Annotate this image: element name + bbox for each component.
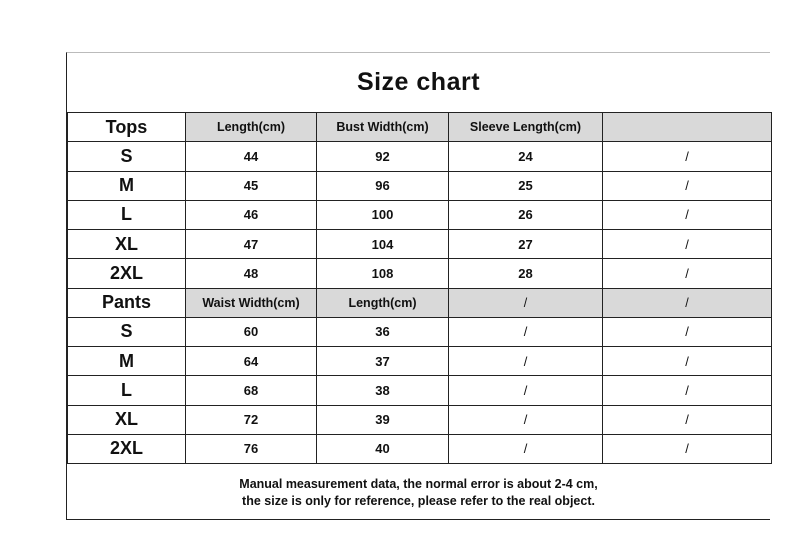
- size-label: XL: [68, 405, 186, 434]
- size-label: M: [68, 171, 186, 200]
- pants-column-header: Waist Width(cm): [186, 288, 317, 317]
- tops-header-row: [68, 113, 772, 142]
- table-cell: 37: [317, 347, 449, 376]
- table-cell: 47: [186, 230, 317, 259]
- chart-title: Size chart: [67, 53, 770, 113]
- table-row: [68, 376, 772, 405]
- tops-column-header: Bust Width(cm): [317, 113, 449, 142]
- table-cell: 96: [317, 171, 449, 200]
- table-cell: /: [449, 317, 603, 346]
- size-label: L: [68, 200, 186, 229]
- tops-column-header: [603, 113, 772, 142]
- table-cell: 100: [317, 200, 449, 229]
- table-cell: /: [603, 200, 772, 229]
- size-label: 2XL: [68, 259, 186, 288]
- table-row: [68, 434, 772, 463]
- table-cell: /: [449, 434, 603, 463]
- table-cell: /: [603, 405, 772, 434]
- table-row: [68, 230, 772, 259]
- table-row: [68, 142, 772, 171]
- table-cell: 46: [186, 200, 317, 229]
- size-label: S: [68, 317, 186, 346]
- table-cell: 24: [449, 142, 603, 171]
- table-cell: 38: [317, 376, 449, 405]
- table-cell: /: [603, 142, 772, 171]
- size-table: [67, 112, 772, 464]
- table-cell: 68: [186, 376, 317, 405]
- table-cell: /: [603, 317, 772, 346]
- size-label: XL: [68, 230, 186, 259]
- table-cell: 28: [449, 259, 603, 288]
- size-label: 2XL: [68, 434, 186, 463]
- table-cell: /: [603, 347, 772, 376]
- table-cell: 72: [186, 405, 317, 434]
- table-cell: 104: [317, 230, 449, 259]
- table-cell: /: [449, 347, 603, 376]
- size-chart: [66, 52, 770, 520]
- table-cell: 40: [317, 434, 449, 463]
- table-cell: 108: [317, 259, 449, 288]
- table-cell: 45: [186, 171, 317, 200]
- pants-column-header: Length(cm): [317, 288, 449, 317]
- table-row: [68, 171, 772, 200]
- pants-column-header: /: [449, 288, 603, 317]
- table-cell: /: [603, 230, 772, 259]
- tops-column-header: Length(cm): [186, 113, 317, 142]
- table-cell: 36: [317, 317, 449, 346]
- table-row: [68, 259, 772, 288]
- table-row: [68, 317, 772, 346]
- table-cell: 26: [449, 200, 603, 229]
- table-row: [68, 200, 772, 229]
- table-row: [68, 405, 772, 434]
- tops-column-header: Sleeve Length(cm): [449, 113, 603, 142]
- table-cell: 48: [186, 259, 317, 288]
- pants-section-label: Pants: [68, 288, 186, 317]
- table-cell: 39: [317, 405, 449, 434]
- size-label: S: [68, 142, 186, 171]
- table-cell: 76: [186, 434, 317, 463]
- size-label: L: [68, 376, 186, 405]
- table-cell: /: [449, 376, 603, 405]
- table-cell: 44: [186, 142, 317, 171]
- measurement-note: [67, 465, 770, 520]
- note-line-2: the size is only for reference, please refer to the real object.: [242, 493, 595, 508]
- note-line-1: Manual measurement data, the normal error is about 2-4 cm,: [239, 476, 598, 491]
- table-cell: 92: [317, 142, 449, 171]
- table-cell: /: [603, 434, 772, 463]
- table-cell: 25: [449, 171, 603, 200]
- table-cell: 60: [186, 317, 317, 346]
- table-cell: /: [449, 405, 603, 434]
- table-cell: /: [603, 259, 772, 288]
- table-cell: 64: [186, 347, 317, 376]
- table-cell: /: [603, 376, 772, 405]
- table-cell: /: [603, 171, 772, 200]
- table-cell: 27: [449, 230, 603, 259]
- pants-header-row: [68, 288, 772, 317]
- table-row: [68, 347, 772, 376]
- tops-section-label: Tops: [68, 113, 186, 142]
- size-label: M: [68, 347, 186, 376]
- pants-column-header: /: [603, 288, 772, 317]
